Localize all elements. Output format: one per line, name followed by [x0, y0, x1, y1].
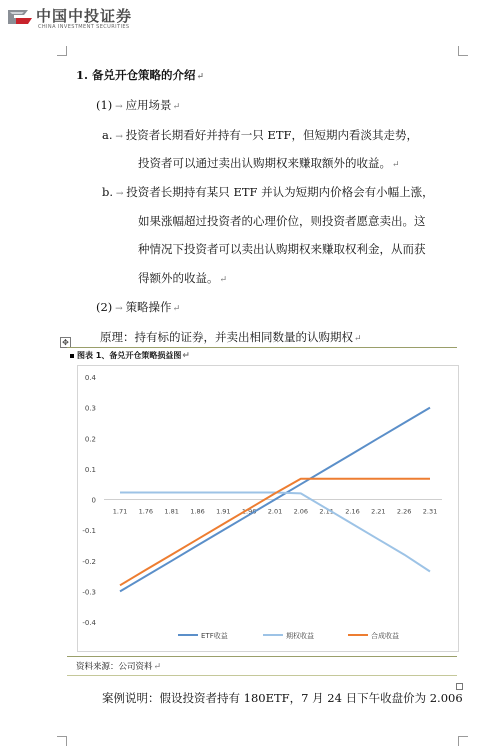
- y-tick-label: 0.2: [84, 435, 96, 444]
- list-item-b-line2: 如果涨幅超过投资者的心理价位，则投资者愿意卖出。这: [138, 214, 426, 228]
- x-tick-label: 2.21: [371, 507, 386, 516]
- figure-top-rule: [67, 347, 457, 348]
- subsection-2: (2) → 策略操作↵: [96, 300, 181, 314]
- y-tick-label: -0.1: [82, 527, 96, 536]
- y-tick-label: 0.1: [84, 465, 96, 474]
- company-name-cn: 中国中投证券: [36, 7, 133, 25]
- figure-title: 图表 1、备兑开仓策略损益图↵: [70, 350, 190, 361]
- x-tick-label: 2.26: [396, 507, 412, 516]
- y-tick-label: 0.4: [84, 374, 96, 382]
- principle-text: 原理：持有标的证券，并卖出相同数量的认购期权↵: [100, 330, 362, 344]
- x-tick-label: 2.06: [293, 507, 309, 516]
- company-name-en: CHINA INVESTMENT SECURITIES: [38, 24, 130, 30]
- subsection-1: (1) → 应用场景↵: [96, 98, 181, 112]
- y-tick-label: -0.3: [82, 588, 96, 597]
- x-tick-label: 2.31: [422, 507, 438, 516]
- source-bottom-rule: [67, 675, 457, 676]
- x-tick-label: 2.01: [267, 507, 283, 516]
- table-move-handle-icon[interactable]: ✥: [60, 337, 71, 348]
- figure-bottom-rule: [67, 656, 457, 657]
- x-tick-label: 2.11: [319, 507, 334, 516]
- y-tick-label: 0.3: [84, 404, 96, 413]
- crop-mark-top-right: [458, 46, 468, 56]
- x-tick-label: 1.86: [190, 507, 205, 516]
- y-tick-label: -0.4: [82, 619, 96, 627]
- legend-label: 期权收益: [286, 632, 314, 640]
- end-of-table-marker: [456, 683, 463, 690]
- x-tick-label: 1.81: [164, 507, 179, 516]
- list-item-b-line1: b. → 投资者长期持有某只 ETF 并认为短期内价格会有小幅上涨，: [102, 185, 434, 199]
- chart-frame: [77, 365, 459, 652]
- source-note: 资料来源：公司资料↵: [76, 662, 162, 672]
- series-line: [120, 493, 430, 572]
- series-line: [120, 479, 430, 586]
- company-logo-icon: [6, 6, 34, 28]
- crop-mark-bottom-left: [57, 736, 67, 746]
- x-tick-label: 1.91: [216, 507, 231, 516]
- example-text: 案例说明：假设投资者持有 180ETF，7 月 24 日下午收盘价为 2.006: [102, 691, 463, 705]
- x-tick-label: 1.71: [112, 507, 128, 516]
- legend-label: 合成收益: [371, 632, 399, 640]
- x-tick-label: 1.76: [138, 507, 154, 516]
- x-tick-label: 2.16: [345, 507, 360, 516]
- crop-mark-top-left: [57, 46, 67, 56]
- payoff-chart: [78, 366, 458, 651]
- list-item-b-line4: 得额外的收益。↵: [138, 271, 228, 285]
- list-item-a-line1: a. → 投资者长期看好并持有一只 ETF，但短期内看淡其走势，: [102, 128, 418, 142]
- section-heading: 1. 备兑开仓策略的介绍↵: [76, 68, 205, 82]
- x-tick-label: 1.96: [241, 507, 257, 516]
- y-tick-label: -0.2: [82, 557, 96, 566]
- legend-label: ETF收益: [201, 632, 228, 640]
- crop-mark-bottom-right: [458, 736, 468, 746]
- list-item-a-line2: 投资者可以通过卖出认购期权来赚取额外的收益。↵: [138, 156, 400, 170]
- list-item-b-line3: 种情况下投资者可以卖出认购期权来赚取权利金，从而获: [138, 242, 426, 256]
- paragraph-mark-icon: ↵: [196, 72, 205, 82]
- y-tick-label: 0: [91, 496, 96, 505]
